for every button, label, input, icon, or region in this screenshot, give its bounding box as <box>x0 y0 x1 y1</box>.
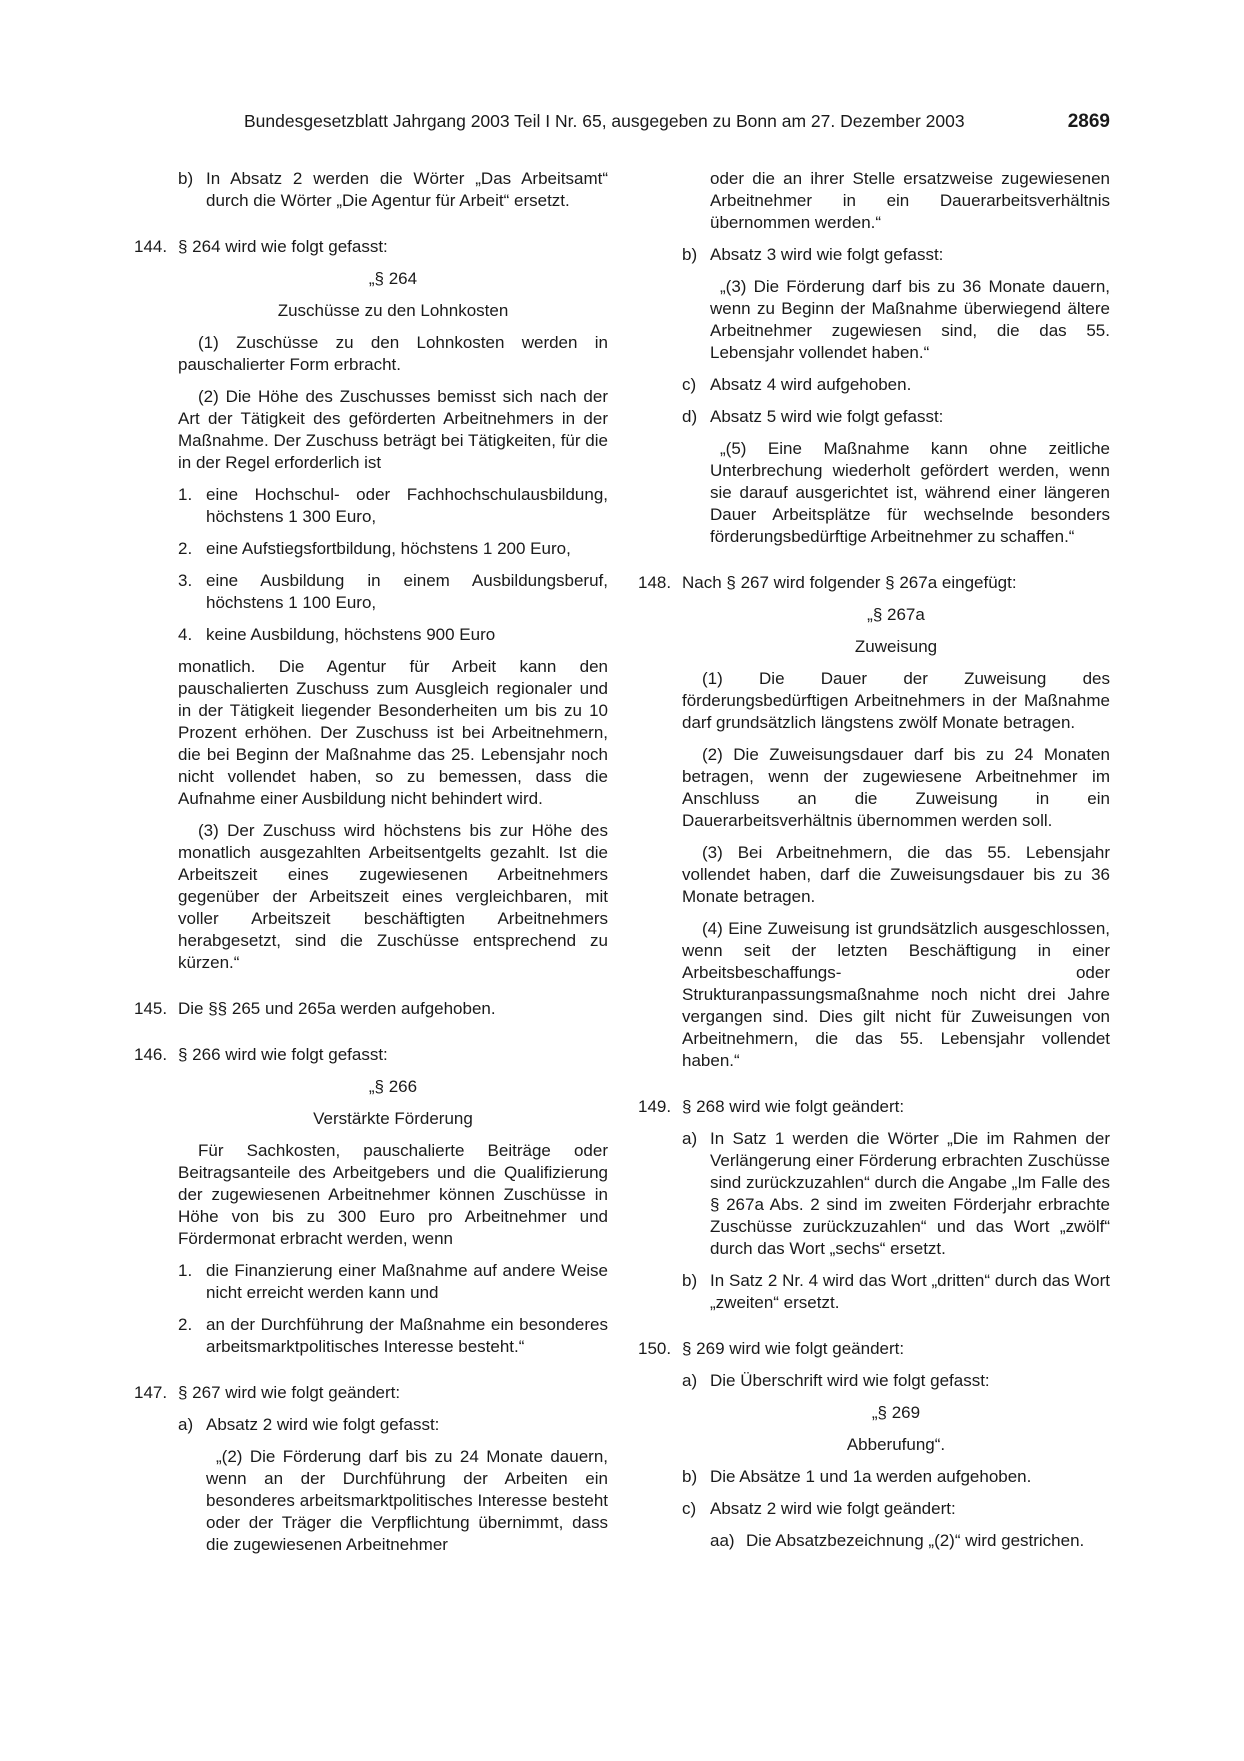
list-label: 1. <box>178 485 193 504</box>
amendment-label: a) <box>682 1371 698 1390</box>
amendment-label: b) <box>682 1271 698 1290</box>
list-item <box>178 624 608 646</box>
continued-text: oder die an ihrer Stelle ersatzweise zugewiesenen Arbeitnehmer in ein Dauerarbeitsverhältnis übernommen werden.“ <box>710 169 1110 232</box>
section-number: „§ 269 <box>871 1403 921 1422</box>
item-145 <box>134 998 608 1020</box>
item-number: 148. <box>638 573 672 592</box>
quoted-paragraph: „(3) Die Förderung darf bis zu 36 Monate dauern, wenn zu Beginn der Maßnahme überwiegend ältere Arbeitnehmer zugewiesen sind, die das 55. Lebensjahr vollendet haben.“ <box>710 277 1110 362</box>
item-146 <box>134 1044 608 1066</box>
right-column <box>638 168 1110 1562</box>
amendment-text: Die Absatzbezeichnung „(2)“ wird gestrichen. <box>746 1531 1085 1550</box>
paragraph: (3) Bei Arbeitnehmern, die das 55. Lebensjahr vollendet haben, darf die Zuweisungsdauer bis zu 36 Monate betragen. <box>682 843 1110 906</box>
item-number: 145. <box>134 999 168 1018</box>
amendment-b-top <box>178 168 608 212</box>
paragraph: (4) Eine Zuweisung ist grundsätzlich ausgeschlossen, wenn seit der letzten Beschäftigung in einer Arbeitsbeschaffungs- oder Strukturanpassungsmaßnahme noch nicht drei Jahre vergangen sind. Dies gilt nicht für Zuweisungen von Arbeitnehmern, die das 55. Lebensjahr vollendet haben.“ <box>682 919 1110 1070</box>
list-label: 4. <box>178 625 193 644</box>
amendment-text: Absatz 3 wird wie folgt gefasst: <box>710 245 944 264</box>
list-label: 2. <box>178 539 193 558</box>
list-item <box>178 570 608 614</box>
amendment-text: Absatz 4 wird aufgehoben. <box>710 375 912 394</box>
amendment-label: b) <box>178 169 194 188</box>
page-number: 2869 <box>1067 111 1110 132</box>
item-number: 149. <box>638 1097 672 1116</box>
paragraph: (2) Die Höhe des Zuschusses bemisst sich nach der Art der Tätigkeit des geförderten Arbeitnehmers in der Maßnahme. Der Zuschuss beträgt bei Tätigkeiten, für die in der Regel erforderlich ist <box>178 387 608 472</box>
item-144 <box>134 236 608 258</box>
amendment-text: In Satz 2 Nr. 4 wird das Wort „dritten“ durch das Wort „zweiten“ ersetzt. <box>710 1271 1110 1312</box>
item-text: Nach § 267 wird folgender § 267a eingefügt: <box>682 573 1017 592</box>
amendment-b <box>682 244 1110 266</box>
list-label: 1. <box>178 1261 193 1280</box>
item-146-body <box>134 1076 608 1358</box>
list-text: eine Aufstiegsfortbildung, höchstens 1 200 Euro, <box>206 539 571 558</box>
list-label: 2. <box>178 1315 193 1334</box>
amendment-c <box>682 1498 1110 1520</box>
item-number: 146. <box>134 1045 168 1064</box>
item-text: § 268 wird wie folgt geändert: <box>682 1097 905 1116</box>
section-heading: Zuweisung <box>854 637 938 656</box>
amendment-a <box>682 1128 1110 1260</box>
list-label: 3. <box>178 571 193 590</box>
item-number: 150. <box>638 1339 672 1358</box>
paragraph: Für Sachkosten, pauschalierte Beiträge oder Beitragsanteile des Arbeitgebers und die Qualifizierung der zugewiesenen Arbeitnehmer können Zuschüsse in Höhe von bis zu 300 Euro pro Arbeitnehmer und Fördermonat erbracht werden, wenn <box>178 1141 608 1248</box>
item-number: 147. <box>134 1383 168 1402</box>
amendment-d <box>682 406 1110 428</box>
section-heading: Abberufung“. <box>846 1435 946 1454</box>
paragraph: (3) Der Zuschuss wird höchstens bis zur Höhe des monatlich ausgezahlten Arbeitsentgelts gezahlt. Ist die Arbeitszeit eines zugewiesenen Arbeitnehmers gegenüber der Arbeitszeit eines vergleichbaren, mit voller Arbeitszeit beschäftigten Arbeitnehmers herabgesetzt, sind die Zuschüsse entsprechend zu kürzen.“ <box>178 821 608 972</box>
amendment-label: a) <box>178 1415 194 1434</box>
amendment-label: aa) <box>710 1531 735 1550</box>
quoted-paragraph: „(5) Eine Maßnahme kann ohne zeitliche Unterbrechung wiederholt gefördert werden, wenn sie darauf ausgerichtet ist, während einer längeren Dauer Arbeitsplätze für wechselnde besonders förderungsbedürftige Arbeitnehmer zu schaffen.“ <box>710 439 1110 546</box>
amendment-aa <box>710 1530 1110 1552</box>
list-item <box>178 1314 608 1358</box>
amendment-text: Die Absätze 1 und 1a werden aufgehoben. <box>710 1467 1032 1486</box>
item-text: § 269 wird wie folgt geändert: <box>682 1339 905 1358</box>
left-column <box>134 168 608 1566</box>
paragraph: (2) Die Zuweisungsdauer darf bis zu 24 Monaten betragen, wenn der zugewiesene Arbeitnehmer im Anschluss an die Zuweisung in ein Dauerarbeitsverhältnis übernommen werden soll. <box>682 745 1110 830</box>
list-text: die Finanzierung einer Maßnahme auf andere Weise nicht erreicht werden kann und <box>206 1261 608 1302</box>
list-item <box>178 1260 608 1304</box>
amendment-label: b) <box>682 1467 698 1486</box>
section-heading: Zuschüsse zu den Lohnkosten <box>277 301 509 320</box>
amendment-label: b) <box>682 245 698 264</box>
item-149 <box>638 1096 1110 1118</box>
amendment-text: Die Überschrift wird wie folgt gefasst: <box>710 1371 990 1390</box>
section-number: „§ 267a <box>867 605 925 624</box>
item-text: § 264 wird wie folgt gefasst: <box>178 237 388 256</box>
amendment-text: In Absatz 2 werden die Wörter „Das Arbeitsamt“ durch die Wörter „Die Agentur für Arbeit“ ersetzt. <box>206 169 608 210</box>
item-148-body <box>638 604 1110 1072</box>
paragraph: monatlich. Die Agentur für Arbeit kann den pauschalierten Zuschuss zum Ausgleich regionaler und in der Tätigkeit liegender Besonderheiten um bis zu 10 Prozent erhöhen. Der Zuschuss ist bei Arbeitnehmern, die bei Beginn der Maßnahme das 25. Lebensjahr noch nicht vollendet haben, so zu bemessen, dass die Aufnahme einer Ausbildung nicht behindert wird. <box>178 657 608 808</box>
item-147 <box>134 1382 608 1404</box>
amendment-text: Absatz 2 wird wie folgt geändert: <box>710 1499 956 1518</box>
amendment-label: d) <box>682 407 698 426</box>
amendment-text: Absatz 2 wird wie folgt gefasst: <box>206 1415 440 1434</box>
amendment-text: In Satz 1 werden die Wörter „Die im Rahmen der Verlängerung einer Förderung erbrachten Zuschüsse sind zurückzuzahlen“ durch die Angabe „Im Falle des § 267a Abs. 2 sind im zweiten Förderjahr erbrachte Zuschüsse zurückzuzahlen“ und das Wort „zwölf“ durch das Wort „sechs“ ersetzt. <box>710 1129 1110 1258</box>
amendment-label: c) <box>682 1499 697 1518</box>
list-text: keine Ausbildung, höchstens 900 Euro <box>206 625 496 644</box>
amendment-label: a) <box>682 1129 698 1148</box>
amendment-a <box>178 1414 608 1436</box>
amendment-c <box>682 374 1110 396</box>
paragraph: (1) Die Dauer der Zuweisung des förderungsbedürftigen Arbeitnehmers in der Maßnahme darf grundsätzlich längstens zwölf Monate betragen. <box>682 669 1110 732</box>
list-text: eine Ausbildung in einem Ausbildungsberuf, höchstens 1 100 Euro, <box>206 571 608 612</box>
section-number: „§ 264 <box>368 269 418 288</box>
quoted-paragraph: „(2) Die Förderung darf bis zu 24 Monate dauern, wenn an der Durchführung der Arbeiten ein besonderes arbeitsmarktpolitisches Interesse besteht oder der Träger die Verpflichtung übernimmt, dass die zugewiesenen Arbeitnehmer <box>206 1447 608 1554</box>
item-144-body <box>134 268 608 974</box>
amendment-b <box>682 1270 1110 1314</box>
item-148 <box>638 572 1110 594</box>
header-title: Bundesgesetzblatt Jahrgang 2003 Teil I Nr. 65, ausgegeben zu Bonn am 27. Dezember 2003 <box>244 111 965 131</box>
item-text: Die §§ 265 und 265a werden aufgehoben. <box>178 999 496 1018</box>
item-number: 144. <box>134 237 168 256</box>
amendment-label: c) <box>682 375 697 394</box>
item-text: § 266 wird wie folgt gefasst: <box>178 1045 388 1064</box>
paragraph: (1) Zuschüsse zu den Lohnkosten werden in pauschalierter Form erbracht. <box>178 333 608 374</box>
list-text: an der Durchführung der Maßnahme ein besonderes arbeitsmarktpolitisches Interesse besteht.“ <box>206 1315 608 1356</box>
amendment-b <box>682 1466 1110 1488</box>
page-header <box>244 110 1110 133</box>
item-150 <box>638 1338 1110 1360</box>
amendment-a <box>682 1370 1110 1392</box>
section-number: „§ 266 <box>368 1077 418 1096</box>
list-item <box>178 484 608 528</box>
section-heading: Verstärkte Förderung <box>313 1109 473 1128</box>
item-text: § 267 wird wie folgt geändert: <box>178 1383 401 1402</box>
amendment-text: Absatz 5 wird wie folgt gefasst: <box>710 407 944 426</box>
list-text: eine Hochschul- oder Fachhochschulausbildung, höchstens 1 300 Euro, <box>206 485 608 526</box>
list-item <box>178 538 608 560</box>
